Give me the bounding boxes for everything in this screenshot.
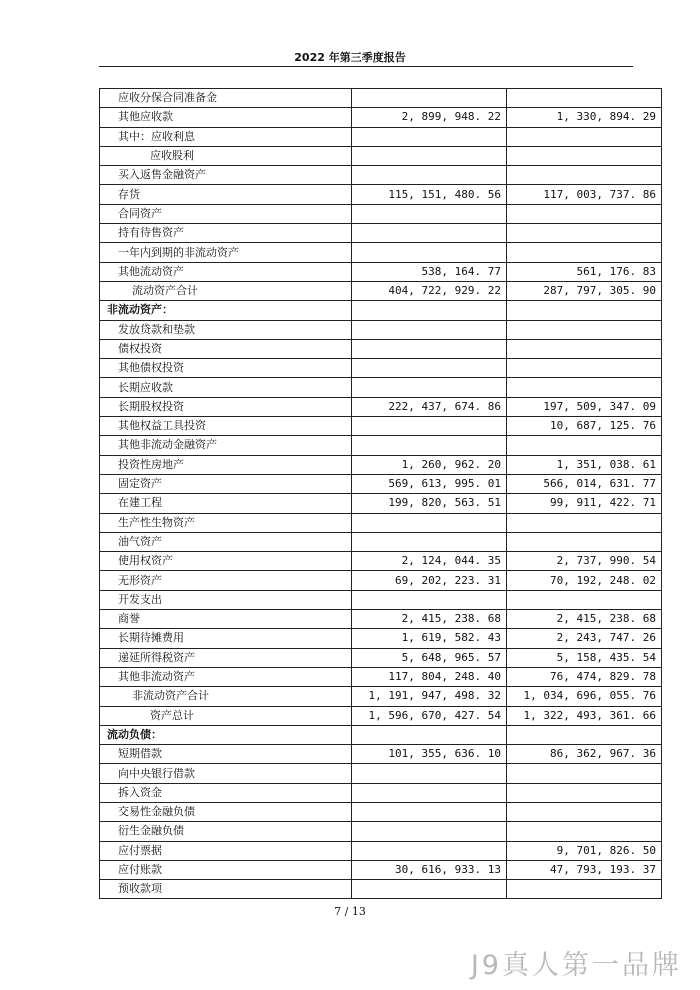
prior-year-end-value: [507, 127, 662, 146]
section-header-row: [100, 301, 662, 320]
row-label: 油气资产: [100, 532, 352, 551]
period-end-value: 101, 355, 636. 10: [352, 745, 507, 764]
row-label: 非流动资产：: [100, 301, 352, 320]
prior-year-end-value: [507, 320, 662, 339]
row-label: 使用权资产: [100, 552, 352, 571]
table-row: [100, 320, 662, 339]
period-end-value: 117, 804, 248. 40: [352, 667, 507, 686]
period-end-value: 199, 820, 563. 51: [352, 494, 507, 513]
period-end-value: [352, 359, 507, 378]
row-label: 长期待摊费用: [100, 629, 352, 648]
table-row: [100, 146, 662, 165]
row-label: 预收款项: [100, 880, 352, 899]
table-row: [100, 243, 662, 262]
watermark-text: J9真人第一品牌: [470, 950, 682, 981]
balance-sheet-table: [99, 88, 662, 899]
report-title: 2022 年第三季度报告: [294, 51, 406, 64]
row-label: 无形资产: [100, 571, 352, 590]
table-row: [100, 571, 662, 590]
row-label: 非流动资产合计: [100, 687, 352, 706]
row-label: 其他流动资产: [100, 262, 352, 281]
prior-year-end-value: [507, 802, 662, 821]
prior-year-end-value: [507, 243, 662, 262]
prior-year-end-value: 287, 797, 305. 90: [507, 281, 662, 300]
period-end-value: [352, 89, 507, 108]
row-label: 长期应收款: [100, 378, 352, 397]
row-label: 发放贷款和垫款: [100, 320, 352, 339]
table-row: [100, 281, 662, 300]
period-end-value: 1, 619, 582. 43: [352, 629, 507, 648]
table-row: [100, 455, 662, 474]
table-row: [100, 89, 662, 108]
period-end-value: [352, 243, 507, 262]
period-end-value: [352, 204, 507, 223]
period-end-value: 222, 437, 674. 86: [352, 397, 507, 416]
prior-year-end-value: 2, 243, 747. 26: [507, 629, 662, 648]
prior-year-end-value: 76, 474, 829. 78: [507, 667, 662, 686]
period-end-value: [352, 725, 507, 744]
table-row: [100, 532, 662, 551]
prior-year-end-value: [507, 436, 662, 455]
period-end-value: 1, 191, 947, 498. 32: [352, 687, 507, 706]
row-label: 持有待售资产: [100, 224, 352, 243]
period-end-value: [352, 417, 507, 436]
prior-year-end-value: [507, 378, 662, 397]
period-end-value: 1, 596, 670, 427. 54: [352, 706, 507, 725]
header-divider: [99, 66, 633, 67]
table-row: [100, 706, 662, 725]
prior-year-end-value: [507, 590, 662, 609]
prior-year-end-value: [507, 224, 662, 243]
table-row: [100, 417, 662, 436]
prior-year-end-value: 70, 192, 248. 02: [507, 571, 662, 590]
row-label: 投资性房地产: [100, 455, 352, 474]
prior-year-end-value: 47, 793, 193. 37: [507, 860, 662, 879]
prior-year-end-value: 2, 737, 990. 54: [507, 552, 662, 571]
prior-year-end-value: 1, 330, 894. 29: [507, 108, 662, 127]
period-end-value: [352, 841, 507, 860]
prior-year-end-value: 1, 034, 696, 055. 76: [507, 687, 662, 706]
prior-year-end-value: 566, 014, 631. 77: [507, 474, 662, 493]
row-label: 买入返售金融资产: [100, 166, 352, 185]
prior-year-end-value: [507, 822, 662, 841]
period-end-value: [352, 301, 507, 320]
row-label: 应收分保合同准备金: [100, 89, 352, 108]
period-end-value: [352, 532, 507, 551]
prior-year-end-value: [507, 725, 662, 744]
prior-year-end-value: 117, 003, 737. 86: [507, 185, 662, 204]
prior-year-end-value: 2, 415, 238. 68: [507, 610, 662, 629]
period-end-value: [352, 880, 507, 899]
table-row: [100, 204, 662, 223]
period-end-value: 2, 899, 948. 22: [352, 108, 507, 127]
row-label: 其他应收款: [100, 108, 352, 127]
table-row: [100, 822, 662, 841]
row-label: 商誉: [100, 610, 352, 629]
table-row: [100, 783, 662, 802]
period-end-value: 404, 722, 929. 22: [352, 281, 507, 300]
period-end-value: [352, 513, 507, 532]
prior-year-end-value: [507, 204, 662, 223]
row-label: 交易性金融负债: [100, 802, 352, 821]
table-row: [100, 359, 662, 378]
prior-year-end-value: 561, 176. 83: [507, 262, 662, 281]
prior-year-end-value: [507, 166, 662, 185]
prior-year-end-value: [507, 339, 662, 358]
table-row: [100, 610, 662, 629]
table-row: [100, 667, 662, 686]
table-row: [100, 764, 662, 783]
table-row: [100, 629, 662, 648]
row-label: 递延所得税资产: [100, 648, 352, 667]
prior-year-end-value: [507, 880, 662, 899]
table-row: [100, 841, 662, 860]
page-number: 7 / 13: [334, 905, 366, 918]
period-end-value: [352, 378, 507, 397]
table-row: [100, 262, 662, 281]
period-end-value: [352, 127, 507, 146]
prior-year-end-value: [507, 513, 662, 532]
table-row: [100, 687, 662, 706]
row-label: 短期借款: [100, 745, 352, 764]
prior-year-end-value: 99, 911, 422. 71: [507, 494, 662, 513]
table-row: [100, 166, 662, 185]
period-end-value: [352, 166, 507, 185]
prior-year-end-value: [507, 783, 662, 802]
period-end-value: [352, 146, 507, 165]
row-label: 合同资产: [100, 204, 352, 223]
table-row: [100, 474, 662, 493]
section-header-row: [100, 725, 662, 744]
table-row: [100, 397, 662, 416]
period-end-value: [352, 764, 507, 783]
period-end-value: 5, 648, 965. 57: [352, 648, 507, 667]
row-label: 在建工程: [100, 494, 352, 513]
period-end-value: 69, 202, 223. 31: [352, 571, 507, 590]
prior-year-end-value: [507, 301, 662, 320]
prior-year-end-value: [507, 359, 662, 378]
row-label: 存货: [100, 185, 352, 204]
period-end-value: 1, 260, 962. 20: [352, 455, 507, 474]
row-label: 债权投资: [100, 339, 352, 358]
row-label: 一年内到期的非流动资产: [100, 243, 352, 262]
table-row: [100, 745, 662, 764]
table-row: [100, 108, 662, 127]
prior-year-end-value: [507, 532, 662, 551]
row-label: 拆入资金: [100, 783, 352, 802]
row-label: 流动资产合计: [100, 281, 352, 300]
period-end-value: 569, 613, 995. 01: [352, 474, 507, 493]
period-end-value: 538, 164. 77: [352, 262, 507, 281]
prior-year-end-value: [507, 146, 662, 165]
table-row: [100, 880, 662, 899]
table-row: [100, 127, 662, 146]
table-row: [100, 590, 662, 609]
table-row: [100, 185, 662, 204]
prior-year-end-value: 9, 701, 826. 50: [507, 841, 662, 860]
row-label: 其中：应收利息: [100, 127, 352, 146]
prior-year-end-value: [507, 89, 662, 108]
row-label: 其他权益工具投资: [100, 417, 352, 436]
table-row: [100, 339, 662, 358]
period-end-value: [352, 822, 507, 841]
row-label: 资产总计: [100, 706, 352, 725]
period-end-value: [352, 320, 507, 339]
row-label: 应付票据: [100, 841, 352, 860]
row-label: 其他非流动金融资产: [100, 436, 352, 455]
row-label: 衍生金融负债: [100, 822, 352, 841]
period-end-value: [352, 783, 507, 802]
table-row: [100, 224, 662, 243]
row-label: 长期股权投资: [100, 397, 352, 416]
prior-year-end-value: 1, 351, 038. 61: [507, 455, 662, 474]
table-row: [100, 494, 662, 513]
prior-year-end-value: 86, 362, 967. 36: [507, 745, 662, 764]
row-label: 其他债权投资: [100, 359, 352, 378]
period-end-value: 2, 124, 044. 35: [352, 552, 507, 571]
period-end-value: 115, 151, 480. 56: [352, 185, 507, 204]
period-end-value: 30, 616, 933. 13: [352, 860, 507, 879]
row-label: 向中央银行借款: [100, 764, 352, 783]
table-row: [100, 378, 662, 397]
table-row: [100, 802, 662, 821]
table-row: [100, 436, 662, 455]
prior-year-end-value: 1, 322, 493, 361. 66: [507, 706, 662, 725]
table-row: [100, 648, 662, 667]
row-label: 应收股利: [100, 146, 352, 165]
row-label: 流动负债：: [100, 725, 352, 744]
period-end-value: 2, 415, 238. 68: [352, 610, 507, 629]
prior-year-end-value: 197, 509, 347. 09: [507, 397, 662, 416]
period-end-value: [352, 802, 507, 821]
period-end-value: [352, 224, 507, 243]
prior-year-end-value: 5, 158, 435. 54: [507, 648, 662, 667]
prior-year-end-value: [507, 764, 662, 783]
period-end-value: [352, 436, 507, 455]
row-label: 其他非流动资产: [100, 667, 352, 686]
row-label: 应付账款: [100, 860, 352, 879]
row-label: 生产性生物资产: [100, 513, 352, 532]
table-row: [100, 552, 662, 571]
row-label: 开发支出: [100, 590, 352, 609]
table-row: [100, 513, 662, 532]
table-row: [100, 860, 662, 879]
period-end-value: [352, 590, 507, 609]
row-label: 固定资产: [100, 474, 352, 493]
prior-year-end-value: 10, 687, 125. 76: [507, 417, 662, 436]
period-end-value: [352, 339, 507, 358]
